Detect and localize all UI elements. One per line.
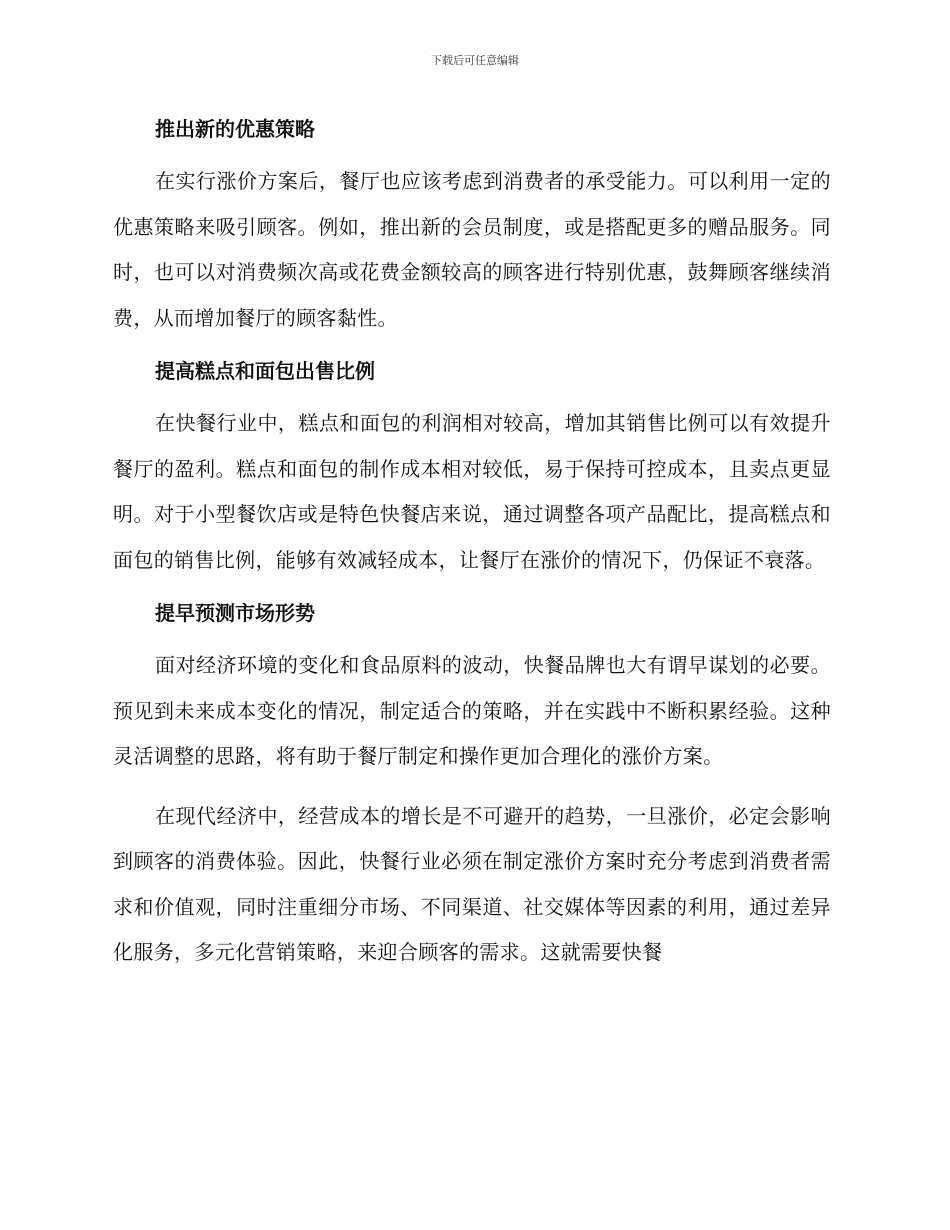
section-paragraph-promotions: 在实行涨价方案后，餐厅也应该考虑到消费者的承受能力。可以利用一定的优惠策略来吸引顾客。例如，推出新的会员制度，或是搭配更多的赠品服务。同时，也可以对消费频次高或花费金额较高的顾客进行特别优惠，鼓舞顾客继续消费，从而增加餐厅的顾客黏性。 [113, 169, 831, 330]
section-heading-market-forecast: 提早预测市场形势 [155, 601, 315, 625]
closing-paragraph: 在现代经济中，经营成本的增长是不可避开的趋势，一旦涨价，必定会影响到顾客的消费体验。因此，快餐行业必须在制定涨价方案时充分考虑到消费者需求和价值观，同时注重细分市场、不同渠道、社交媒体等因素的利用，通过差异化服务，多元化营销策略，来迎合顾客的需求。这就需要快餐 [113, 803, 831, 964]
section-paragraph-pastry-ratio: 在快餐行业中，糕点和面包的利润相对较高，增加其销售比例可以有效提升餐厅的盈利。糕点和面包的制作成本相对较低，易于保持可控成本，且卖点更显明。对于小型餐饮店或是特色快餐店来说，通过调整各项产品配比，提高糕点和面包的销售比例，能够有效减轻成本，让餐厅在涨价的情况下，仍保证不衰落。 [113, 411, 831, 572]
document-body [113, 113, 831, 990]
page-header: 下载后可任意编辑 [431, 54, 519, 67]
section-heading-promotions: 推出新的优惠策略 [155, 117, 315, 141]
section-paragraph-market-forecast: 面对经济环境的变化和食品原料的波动，快餐品牌也大有谓早谋划的必要。预见到未来成本变化的情况，制定适合的策略，并在实践中不断积累经验。这种灵活调整的思路，将有助于餐厅制定和操作更加合理化的涨价方案。 [113, 653, 831, 768]
section-heading-pastry-ratio: 提高糕点和面包出售比例 [155, 359, 375, 383]
